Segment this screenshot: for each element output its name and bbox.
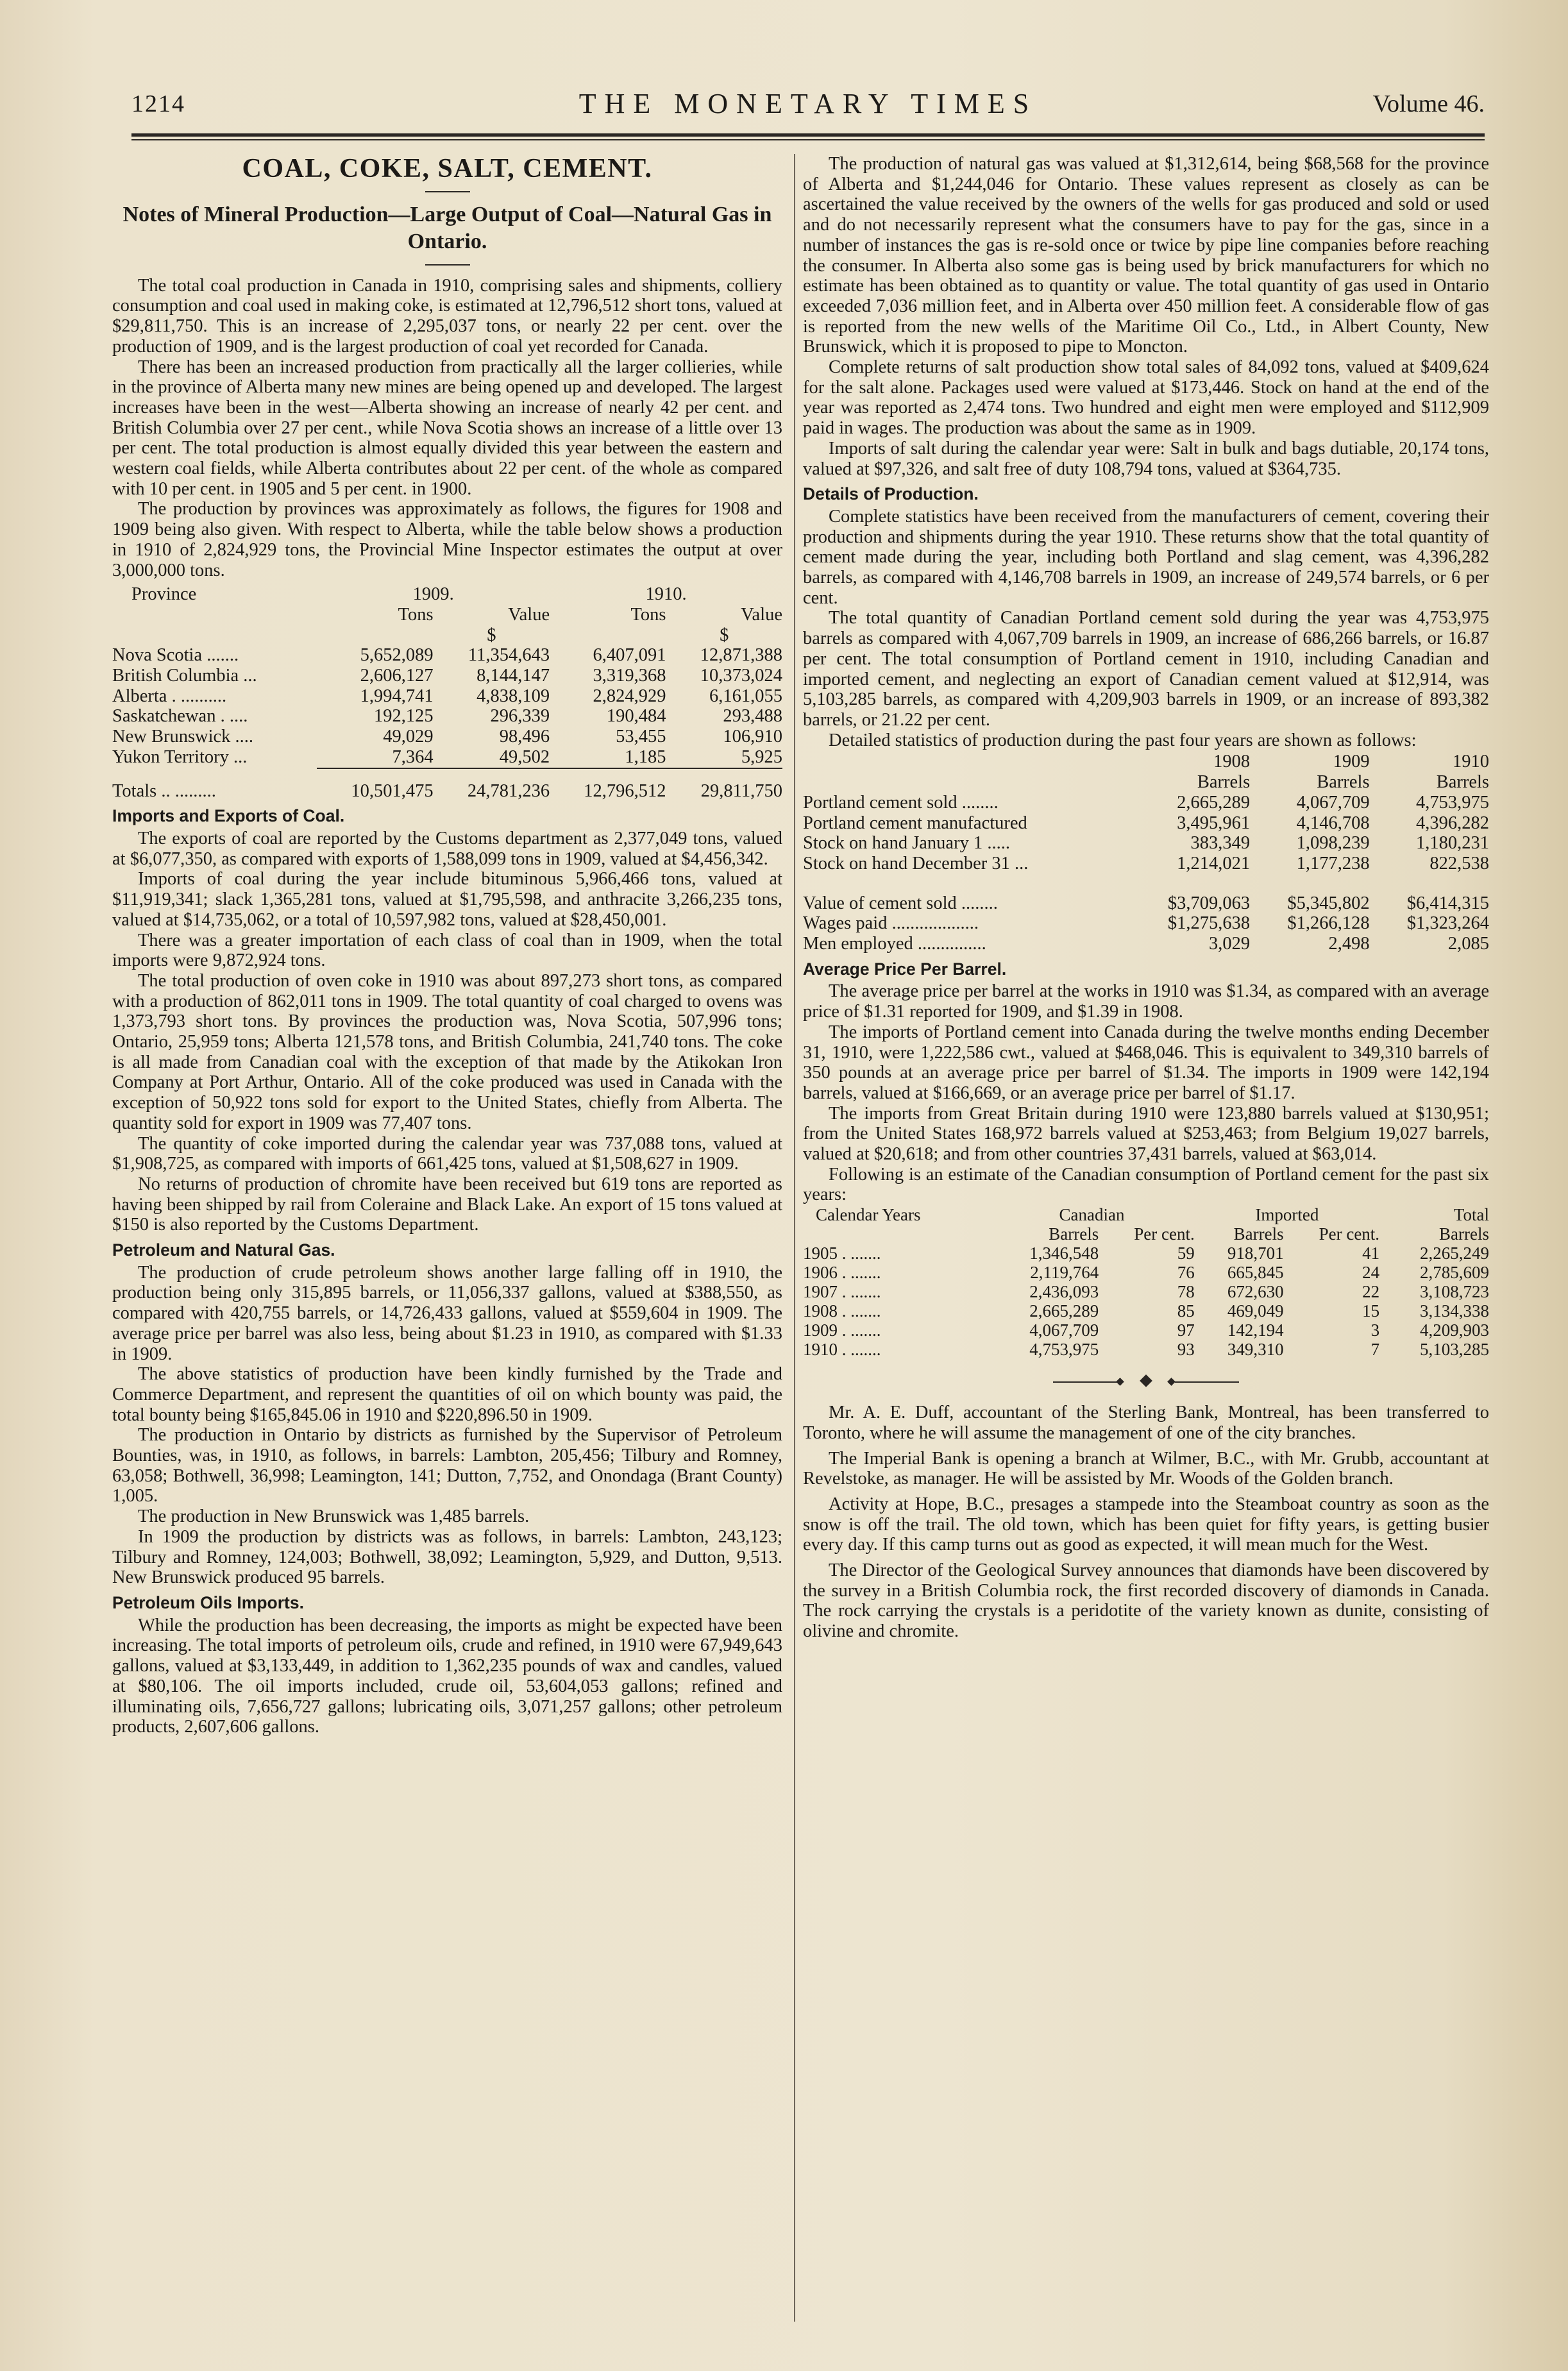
cell-tons-1909: 49,029 xyxy=(383,727,434,747)
table-row xyxy=(803,1244,1489,1263)
cell-total: 2,785,609 xyxy=(1420,1263,1489,1283)
cell-canadian-pct: 76 xyxy=(1177,1263,1195,1283)
cell-total-tons-1910: 12,796,512 xyxy=(584,780,666,801)
year-1910: 1910. xyxy=(645,584,687,605)
cell-1910: 2,085 xyxy=(1447,934,1489,954)
cell-total: 5,103,285 xyxy=(1420,1340,1489,1360)
cell-label: Value of cement sold ........ xyxy=(803,893,998,913)
paragraph: Detailed statistics of production during the past four years are shown as follows: xyxy=(829,730,1417,750)
news-item: Mr. A. E. Duff, accountant of the Sterling Bank, Montreal, has been transferred to Toronto, where he will assume the management of one of the city branches. xyxy=(803,1403,1489,1443)
col-calendar-years: Calendar Years xyxy=(816,1205,921,1225)
table-header-row xyxy=(803,772,1489,793)
table-spacer-row xyxy=(803,874,1489,893)
cell-1910: 822,538 xyxy=(1429,853,1489,873)
cell-1908: 2,665,289 xyxy=(1177,792,1251,813)
cell-tons-1909: 5,652,089 xyxy=(360,645,434,666)
province-production-table xyxy=(112,584,782,801)
cell-1908: $3,709,063 xyxy=(1167,893,1251,913)
table-row xyxy=(803,913,1489,934)
col-value: Value xyxy=(741,604,782,625)
table-row xyxy=(803,793,1489,813)
cell-year: 1906 . ....... xyxy=(803,1263,881,1283)
intro-paragraphs xyxy=(112,276,782,581)
paragraph: Complete returns of salt production show total sales of 84,092 tons, valued at $409,624 for the salt alone. Packages used were valued at $173,446. Stock on hand at the end of the year was reported as 2,474 tons. Two hundred and eight men were employed and $112,909 paid in wages. The production was about the same as in 1909. xyxy=(803,357,1489,439)
paragraph: The above statistics of production have been kindly furnished by the Trade and Commerce Department, and represent the quantities of oil on which bounty was paid, the total bounty being $165,845.06 in 1910 and $220,896.50 in 1909. xyxy=(112,1364,782,1425)
cell-imported-pct: 22 xyxy=(1362,1282,1380,1302)
table-row xyxy=(803,1263,1489,1282)
subtitle-rule xyxy=(425,264,470,266)
dollar-sign: $ xyxy=(487,625,496,645)
cell-1910: 4,396,282 xyxy=(1416,813,1489,833)
right-column xyxy=(803,154,1489,2334)
cell-1910: 4,753,975 xyxy=(1416,792,1489,813)
col-year: 1909 xyxy=(1333,752,1370,772)
col-unit: Barrels xyxy=(1197,772,1251,793)
cell-label: Stock on hand January 1 ..... xyxy=(803,833,1010,854)
column-divider xyxy=(794,154,795,2322)
cell-value-1910: 6,161,055 xyxy=(709,686,782,706)
title-rule xyxy=(425,191,470,192)
paragraph: The total quantity of Canadian Portland cement sold during the year was 4,753,975 barrels as compared with 4,067,709 barrels in 1909, an increase of 686,266 barrels, or 16.87 per cent. The total consumption of Portland cement in 1910, including Canadian and imported cement, and neglecting an export of Canadian cement valued at $12,914, was 5,103,285 barrels, as compared with 4,209,903 barrels in 1909, or an increase of 893,382 barrels, or 21.22 per cent. xyxy=(803,608,1489,730)
cell-1908: 383,349 xyxy=(1190,833,1251,854)
table-row xyxy=(803,1340,1489,1359)
col-total: Total xyxy=(1453,1205,1489,1225)
table-row xyxy=(803,833,1489,854)
cell-imported: 672,630 xyxy=(1227,1282,1284,1302)
table-row xyxy=(112,686,782,707)
cell-label: Portland cement sold ........ xyxy=(803,792,999,813)
table-row xyxy=(112,666,782,686)
cell-1910: 1,180,231 xyxy=(1416,833,1489,854)
cell-total-value-1910: 29,811,750 xyxy=(700,780,782,801)
cell-1908: 3,029 xyxy=(1209,934,1251,954)
col-tons: Tons xyxy=(398,604,434,625)
cell-province: British Columbia ... xyxy=(112,666,257,686)
cell-imported: 665,845 xyxy=(1227,1263,1284,1283)
cell-1909: 2,498 xyxy=(1328,934,1370,954)
cell-imported: 469,049 xyxy=(1227,1301,1284,1321)
cell-1910: $1,323,264 xyxy=(1406,913,1489,934)
cell-1909: 1,177,238 xyxy=(1296,853,1370,873)
cell-1910: $6,414,315 xyxy=(1406,893,1489,913)
paragraph: The exports of coal are reported by the Customs department as 2,377,049 tons, valued at $6,077,350, as compared with exports of 1,588,099 tons in 1909, valued at $4,456,342. xyxy=(112,828,782,869)
cell-province: Alberta . .......... xyxy=(112,686,227,706)
paragraph: While the production has been decreasing, the imports as might be expected have been increasing. The total imports of petroleum oils, crude and refined, in 1910 were 67,949,643 gallons, valued at $3,133,449, in addition to 1,362,235 pounds of wax and candles, valued at $80,106. The oil imports included, crude oil, 53,604,053 gallons; refined and illuminating oils, 7,656,727 gallons; lubricating oils, 3,071,257 gallons; other petroleum products, 2,607,606 gallons. xyxy=(112,1615,782,1737)
col-unit: Barrels xyxy=(1317,772,1370,793)
page-number: 1214 xyxy=(131,90,185,117)
cell-1909: 4,067,709 xyxy=(1296,792,1370,813)
table-row xyxy=(803,1321,1489,1340)
publication-title: THE MONETARY TIMES xyxy=(578,88,1038,119)
table-header-row xyxy=(803,1205,1489,1224)
col-percent: Per cent. xyxy=(1319,1224,1380,1244)
cell-1908: 1,214,021 xyxy=(1177,853,1251,873)
cell-value-1910: 106,910 xyxy=(723,727,782,747)
paragraph: Imports of salt during the calendar year were: Salt in bulk and bags dutiable, 20,174 tons, valued at $97,326, and salt free of duty 108,794 tons, valued at $364,735. xyxy=(803,438,1489,479)
cell-value-1910: 293,488 xyxy=(723,706,782,727)
section-heading: Petroleum and Natural Gas. xyxy=(112,1240,335,1260)
paragraph: The production of natural gas was valued at $1,312,614, being $68,568 for the province of Alberta and $1,244,046 for Ontario. These values represent as closely as can be ascertained the value received by the owners of the wells for gas produced and sold or used and do not necessarily represent what the consumers have to pay for the gas, since in a number of instances the gas is re-sold once or twice by pipe line companies before reaching the consumer. In Alberta also some gas is being used by brick manufacturers for which no estimate has been obtained as to quantity or value. The total quantity of gas used in Ontario exceeded 7,036 million feet, and in Alberta over 450 million feet. A considerable flow of gas is reported from the new wells of the Maritime Oil Co., Ltd., in Albert County, New Brunswick, which it is proposed to pipe to Moncton. xyxy=(803,154,1489,357)
cell-imported-pct: 24 xyxy=(1362,1263,1380,1283)
cell-imported-pct: 7 xyxy=(1370,1340,1380,1360)
cell-value-1910: 5,925 xyxy=(741,747,782,767)
cell-imported: 918,701 xyxy=(1227,1244,1284,1263)
article-title: COAL, COKE, SALT, CEMENT. xyxy=(242,154,653,183)
table-row xyxy=(803,1282,1489,1301)
col-barrels: Barrels xyxy=(1439,1224,1489,1244)
paragraph: There has been an increased production from practically all the larger collieries, while in the province of Alberta many new mines are being opened up and developed. The largest increases have been in the west—Alberta showing an increase of nearly 42 per cent. and British Columbia over 27 per cent., while Nova Scotia shows an increase of a little over 13 per cent. The total production is almost equally divided this year between the eastern and western coal fields, while Alberta contributes about 22 per cent. of the whole as compared with 10 per cent. in 1905 and 5 per cent. in 1900. xyxy=(112,357,782,499)
cell-canadian: 2,119,764 xyxy=(1030,1263,1099,1283)
section-heading: Petroleum Oils Imports. xyxy=(112,1593,304,1612)
cell-tons-1910: 1,185 xyxy=(625,747,666,767)
cement-production-table xyxy=(803,752,1489,954)
table-header-row xyxy=(112,584,782,605)
paragraph: Following is an estimate of the Canadian consumption of Portland cement for the past six years: xyxy=(803,1164,1489,1205)
header-rule xyxy=(131,133,1485,140)
cell-imported: 142,194 xyxy=(1227,1321,1284,1340)
cell-canadian: 4,067,709 xyxy=(1029,1321,1099,1340)
col-barrels: Barrels xyxy=(1233,1224,1284,1244)
cell-province: Yukon Territory ... xyxy=(112,747,248,768)
cell-year: 1908 . ....... xyxy=(803,1301,881,1321)
paragraph: The average price per barrel at the works in 1910 was $1.34, as compared with an average price of $1.31 reported for 1909, and $1.39 in 1908. xyxy=(803,981,1489,1022)
cell-value-1909: 98,496 xyxy=(499,727,550,747)
cell-label: Stock on hand December 31 ... xyxy=(803,853,1029,873)
cell-label: Portland cement manufactured xyxy=(803,813,1027,833)
dollar-sign: $ xyxy=(720,625,729,645)
col-imported: Imported xyxy=(1255,1205,1319,1225)
cell-total: 2,265,249 xyxy=(1420,1244,1489,1263)
cell-value-1910: 10,373,024 xyxy=(700,666,782,686)
cell-tons-1910: 190,484 xyxy=(606,706,666,727)
table-header-row xyxy=(803,752,1489,772)
paragraph: The total coal production in Canada in 1910, comprising sales and shipments, colliery consumption and coal used in making coke, is estimated at 12,796,512 short tons, valued at $29,811,750. This is an increase of 2,295,037 tons, or nearly 22 per cent. over the production of 1909, and is the largest production of coal yet recorded for Canada. xyxy=(112,275,782,357)
cell-total: 4,209,903 xyxy=(1420,1321,1489,1340)
cell-1908: $1,275,638 xyxy=(1167,913,1251,934)
section-heading: Details of Production. xyxy=(803,484,979,504)
cell-value-1909: 4,838,109 xyxy=(476,686,550,706)
table-header-row xyxy=(803,1224,1489,1244)
cell-tons-1910: 2,824,929 xyxy=(593,686,666,706)
table-row xyxy=(112,645,782,666)
paragraph: The total production of oven coke in 1910 was about 897,273 short tons, as compared with a production of 862,011 tons in 1909. The total quantity of coal charged to ovens was 1,373,793 short tons. By provinces the production was, Nova Scotia, 507,996 tons; Ontario, 25,959 tons; Alberta 121,578 tons, and British Columbia, 241,740 tons. The coke is all made from Canadian coal with the exception of that made by the Atikokan Iron Company at Port Arthur, Ontario. All of the coke produced was used in Canada with the exception of 50,922 tons sold for export to the United States, chiefly from Alberta. The quantity sold for export in 1909 was 77,407 tons. xyxy=(112,970,782,1133)
cell-canadian-pct: 59 xyxy=(1177,1244,1195,1263)
cell-value-1909: 49,502 xyxy=(499,747,550,767)
cell-total-value-1909: 24,781,236 xyxy=(467,780,550,801)
cell-imported-pct: 41 xyxy=(1362,1244,1380,1263)
col-percent: Per cent. xyxy=(1134,1224,1195,1244)
section-heading: Imports and Exports of Coal. xyxy=(112,806,345,826)
col-year: 1908 xyxy=(1213,752,1251,772)
paragraph: The production of crude petroleum shows another large falling off in 1910, the production being only 315,895 barrels, or 11,056,337 gallons, valued at $388,550, as compared with 420,755 barrels, or 14,726,433 gallons, valued at $559,604 in 1909. The average price per barrel was also less, being about $1.23 in 1910, as compared with $1.33 in 1909. xyxy=(112,1262,782,1364)
paragraph: The production by provinces was approximately as follows, the figures for 1908 and 1909 being also given. With respect to Alberta, while the table below shows a production in 1910 of 2,824,929 tons, the Provincial Mine Inspector estimates the output at over 3,000,000 tons. xyxy=(112,499,782,580)
col-canadian: Canadian xyxy=(1059,1205,1125,1225)
section-heading: Average Price Per Barrel. xyxy=(803,959,1007,979)
page-header xyxy=(131,85,1485,130)
table-row xyxy=(803,1301,1489,1321)
cell-total-tons-1909: 10,501,475 xyxy=(351,780,434,801)
article-subtitle: Notes of Mineral Production—Large Output of Coal—Natural Gas in Ontario. xyxy=(122,202,772,253)
cell-imported-pct: 15 xyxy=(1362,1301,1380,1321)
cell-province: Nova Scotia ....... xyxy=(112,645,239,666)
cell-1909: $1,266,128 xyxy=(1287,913,1370,934)
cell-tons-1909: 7,364 xyxy=(392,747,434,767)
cell-tons-1910: 6,407,091 xyxy=(593,645,666,666)
cell-canadian: 1,346,548 xyxy=(1029,1244,1099,1263)
table-row xyxy=(803,934,1489,954)
paragraph: The production in Ontario by districts as furnished by the Supervisor of Petroleum Bounties, was, in 1910, as follows, in barrels: Lambton, 205,456; Tilbury and Romney, 63,058; Bothwell, 36,998; Leamington, 141; Dutton, 7,752, and Onondaga (Brant County) 1,005. xyxy=(112,1425,782,1506)
year-1909: 1909. xyxy=(412,584,454,605)
col-year: 1910 xyxy=(1453,752,1489,772)
table-rule-row xyxy=(112,768,782,781)
table-total-row xyxy=(112,781,782,802)
cell-canadian: 2,436,093 xyxy=(1029,1282,1099,1302)
volume-label: Volume 46. xyxy=(1372,90,1485,117)
paragraph: Imports of coal during the year include bituminous 5,966,466 tons, valued at $11,919,341; slack 1,365,281 tons, valued at $1,795,598, and anthracite 3,266,235 tons, valued at $14,735,062, or a total of 10,597,982 tons, valued at $28,450,001. xyxy=(112,869,782,930)
cell-canadian-pct: 97 xyxy=(1177,1321,1195,1340)
paragraph: The quantity of coke imported during the calendar year was 737,088 tons, valued at $1,908,725, as compared with imports of 661,425 tons, valued at $1,508,627 in 1909. xyxy=(112,1133,782,1174)
cell-label: Wages paid ................... xyxy=(803,913,979,934)
cell-tons-1910: 53,455 xyxy=(616,727,666,747)
cell-canadian: 2,665,289 xyxy=(1029,1301,1099,1321)
cell-label: Men employed ............... xyxy=(803,934,986,954)
col-barrels: Barrels xyxy=(1049,1224,1099,1244)
cell-year: 1907 . ....... xyxy=(803,1282,881,1302)
cell-year: 1909 . ....... xyxy=(803,1321,881,1340)
table-row xyxy=(803,893,1489,914)
paragraph: The imports from Great Britain during 1910 were 123,880 barrels valued at $130,951; from the United States 168,972 barrels valued at $253,463; from Belgium 19,027 barrels, valued at $20,618; and from other countries 37,431 barrels, valued at $63,014. xyxy=(803,1103,1489,1165)
col-unit: Barrels xyxy=(1436,772,1489,793)
cell-1908: 3,495,961 xyxy=(1177,813,1251,833)
cell-canadian: 4,753,975 xyxy=(1029,1340,1099,1360)
cell-total: 3,108,723 xyxy=(1420,1282,1489,1302)
paragraph: There was a greater importation of each class of coal than in 1909, when the total imports were 9,872,924 tons. xyxy=(112,930,782,971)
paragraph: Complete statistics have been received from the manufacturers of cement, covering their production and shipments during the year 1910. These returns show that the total quantity of cement made during the year, including both Portland and slag cement, was 4,396,282 barrels, as compared with 4,146,708 barrels in 1909, an increase of 249,574 barrels, or 6 per cent. xyxy=(803,506,1489,608)
cell-1909: 1,098,239 xyxy=(1296,833,1370,854)
table-row xyxy=(112,747,782,768)
table-row xyxy=(803,854,1489,874)
col-tons: Tons xyxy=(630,604,666,625)
left-column xyxy=(112,154,782,2334)
table-row xyxy=(803,813,1489,834)
cell-year: 1905 . ....... xyxy=(803,1244,881,1263)
cell-1909: 4,146,708 xyxy=(1296,813,1370,833)
col-value: Value xyxy=(508,604,550,625)
cell-imported-pct: 3 xyxy=(1370,1321,1380,1340)
news-item: The Director of the Geological Survey announces that diamonds have been discovered by the survey in a British Columbia rock, the first recorded discovery of diamonds in Canada. The rock carrying the crystals is a peridotite of the variety known as dunite, consisting of olivine and chromite. xyxy=(803,1560,1489,1642)
cell-value-1909: 8,144,147 xyxy=(476,666,550,686)
paragraph: No returns of production of chromite have been received but 619 tons are reported as having been shipped by rail from Coleraine and Black Lake. An export of 15 tons valued at $150 is also reported by the Customs Department. xyxy=(112,1174,782,1235)
cell-canadian-pct: 85 xyxy=(1177,1301,1195,1321)
table-row xyxy=(112,727,782,747)
table-header-row xyxy=(112,605,782,625)
cell-total: 3,134,338 xyxy=(1420,1301,1489,1321)
cell-year: 1910 . ....... xyxy=(803,1340,881,1360)
cell-imported: 349,310 xyxy=(1227,1340,1284,1360)
paragraph: The imports of Portland cement into Canada during the twelve months ending December 31, 1910, were 1,222,586 cwt., valued at $468,046. This is equivalent to 349,310 barrels of 350 pounds at an average price per barrel of $1.34. The imports in 1909 were 142,194 barrels, valued at $166,669, or an average price per barrel of $1.17. xyxy=(803,1022,1489,1103)
cell-canadian-pct: 93 xyxy=(1177,1340,1195,1360)
cell-value-1910: 12,871,388 xyxy=(700,645,782,666)
table-row xyxy=(112,706,782,727)
cement-consumption-table xyxy=(803,1205,1489,1359)
cell-1909: $5,345,802 xyxy=(1287,893,1370,913)
cell-tons-1910: 3,319,368 xyxy=(593,666,666,686)
cell-total-label: Totals .. ......... xyxy=(112,780,216,801)
cell-tons-1909: 1,994,741 xyxy=(360,686,434,706)
cell-value-1909: 11,354,643 xyxy=(468,645,550,666)
cell-tons-1909: 2,606,127 xyxy=(360,666,434,686)
paragraph: In 1909 the production by districts was as follows, in barrels: Lambton, 243,123; Tilbury and Romney, 124,003; Bothwell, 38,092; Leamington, 5,929, and Dutton, 9,513. New Brunswick produced 95 barrels. xyxy=(112,1526,782,1588)
news-item: Activity at Hope, B.C., presages a stampede into the Steamboat country as soon as the snow is off the trail. The old town, which has been quiet for fifty years, is getting busier every day. If this camp turns out as good as expected, it will mean much for the West. xyxy=(803,1494,1489,1555)
news-item: The Imperial Bank is opening a branch at Wilmer, B.C., with Mr. Grubb, accountant at Revelstoke, as manager. He will be assisted by Mr. Woods of the Golden branch. xyxy=(803,1448,1489,1489)
cell-canadian-pct: 78 xyxy=(1177,1282,1195,1302)
cell-province: New Brunswick .... xyxy=(112,727,254,747)
paragraph: The production in New Brunswick was 1,485 barrels. xyxy=(138,1506,530,1527)
cell-value-1909: 296,339 xyxy=(490,706,550,727)
col-province: Province xyxy=(131,584,197,605)
section-ornament xyxy=(803,1376,1489,1388)
table-header-row xyxy=(112,625,782,646)
cell-province: Saskatchewan . .... xyxy=(112,706,248,727)
cell-tons-1909: 192,125 xyxy=(374,706,434,727)
